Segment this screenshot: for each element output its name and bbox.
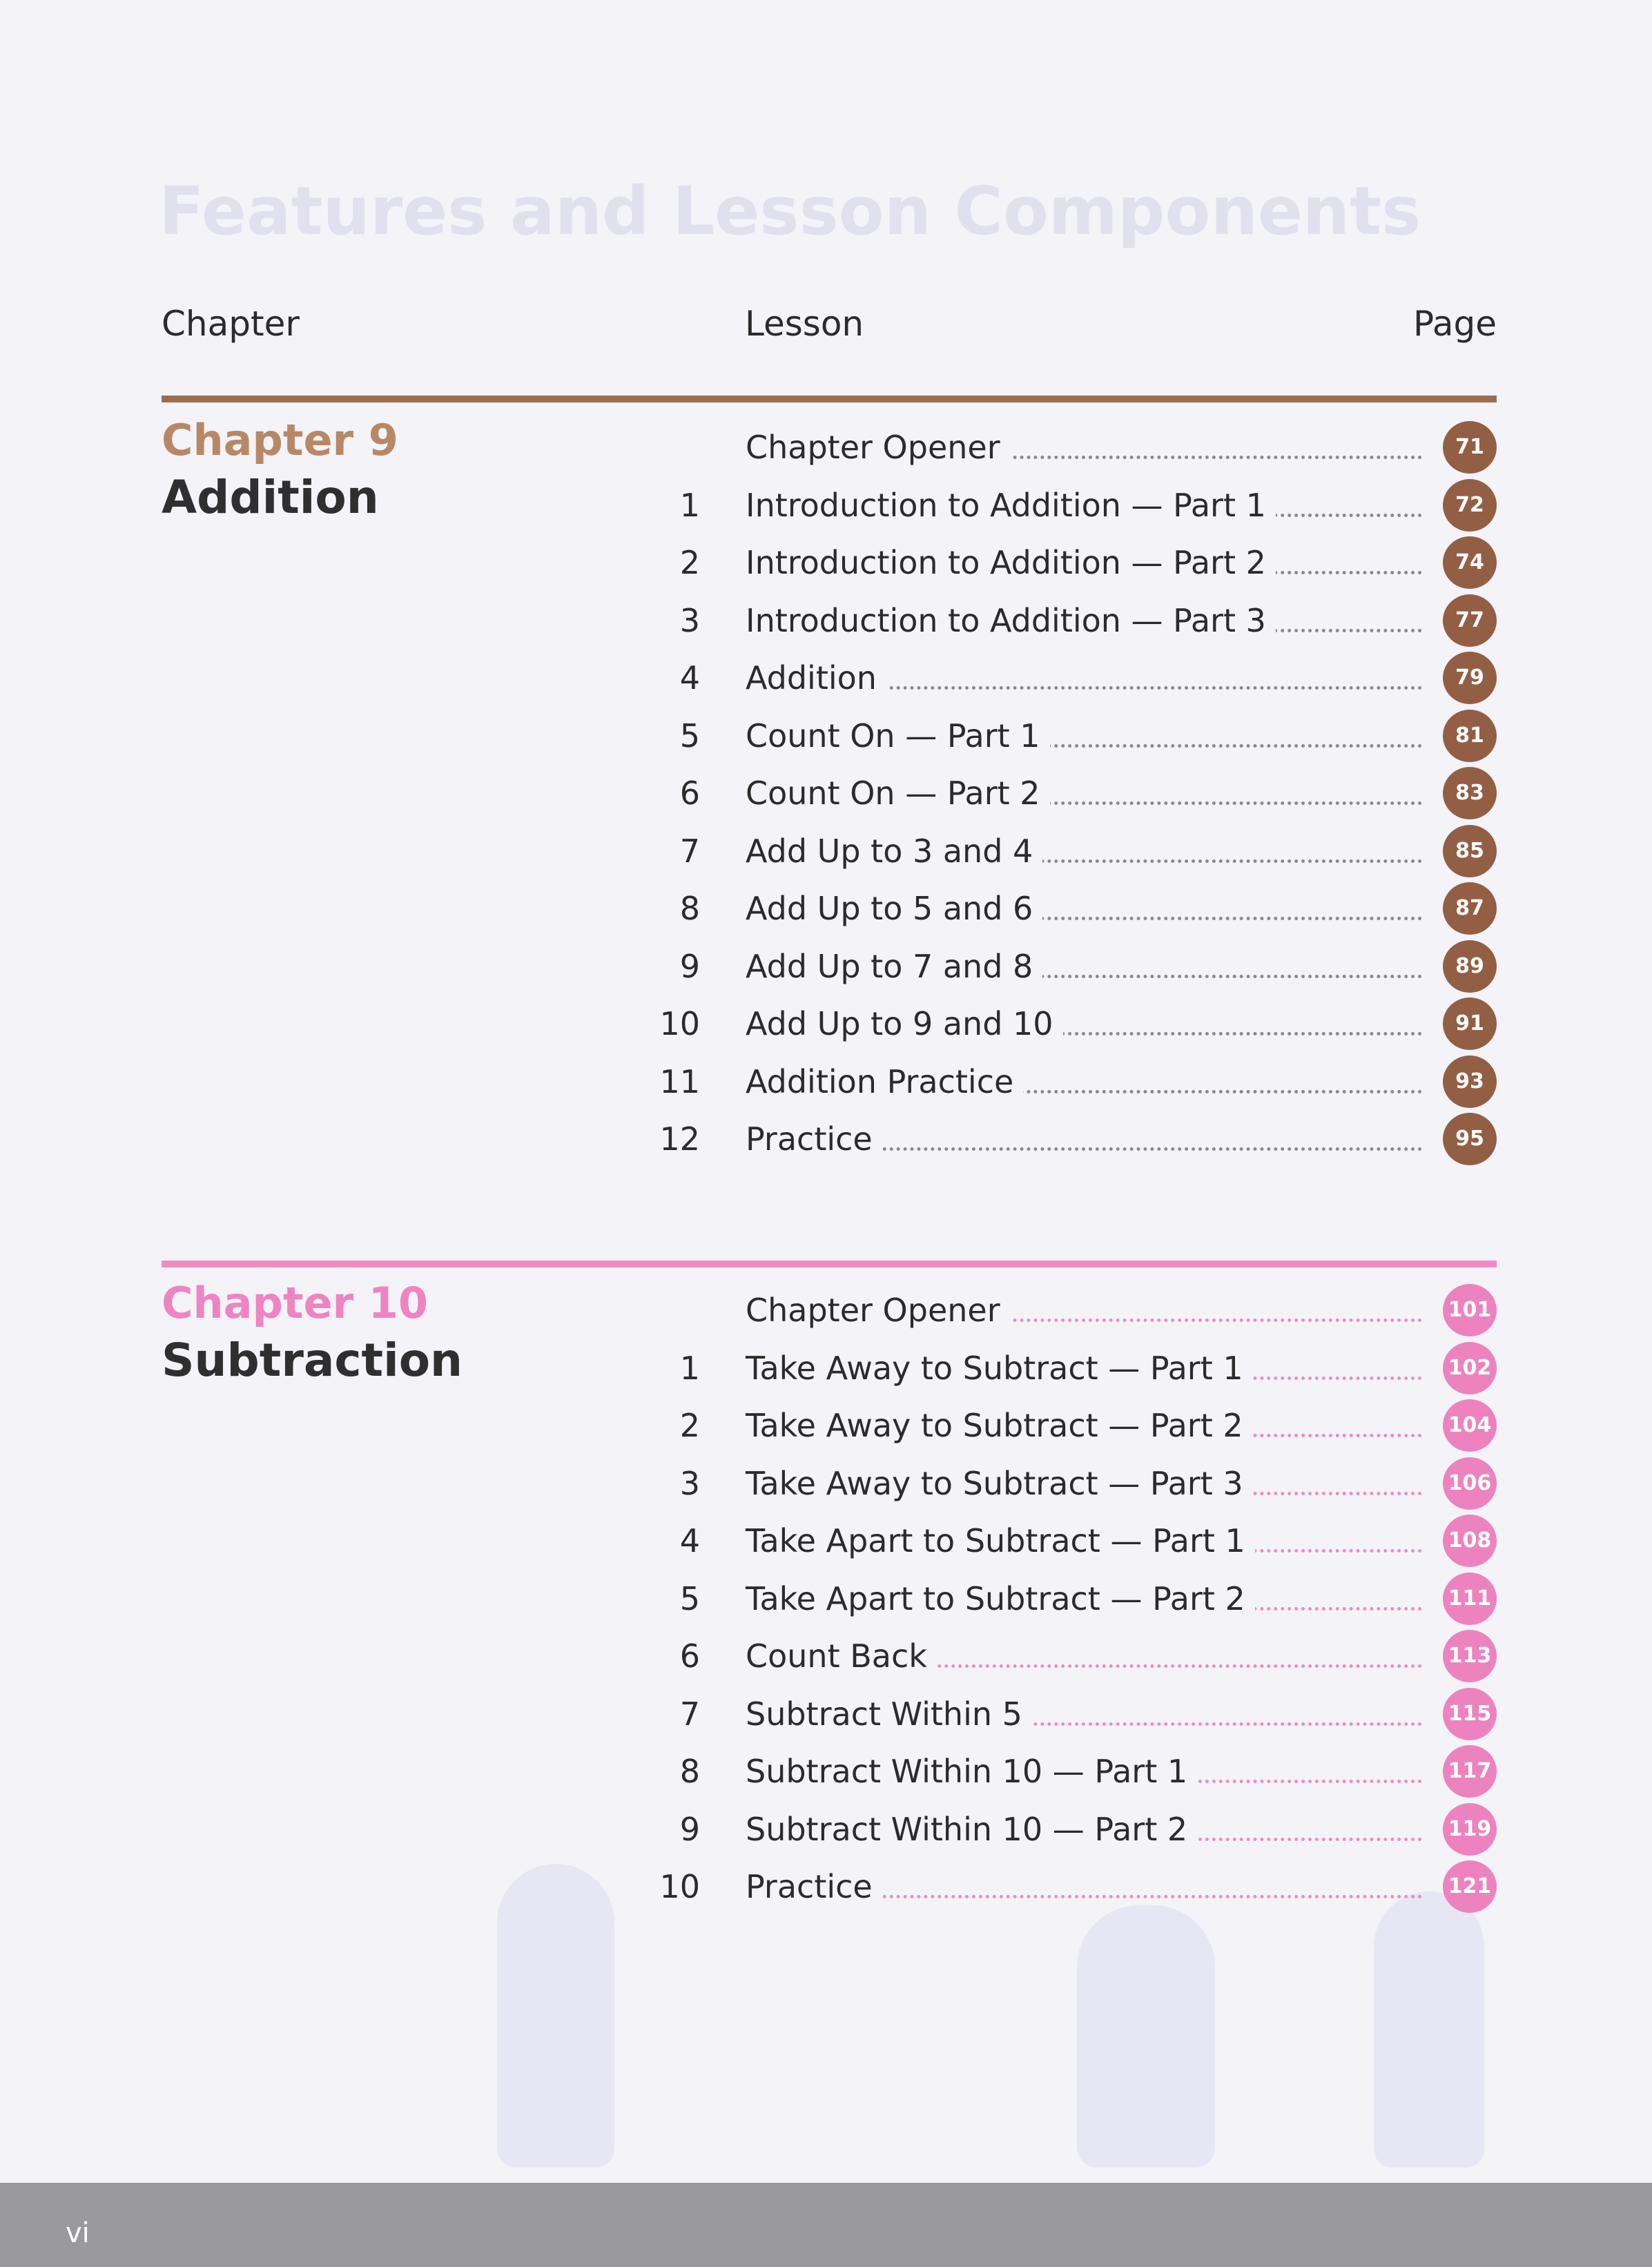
toc-entry[interactable] [656,1744,1497,1799]
lesson-title[interactable]: Addition [746,650,886,706]
toc-entry[interactable] [656,1802,1497,1857]
bleed-through-figure [1077,1905,1215,2168]
toc-entry[interactable] [656,1571,1497,1626]
page-number-badge[interactable]: 104 [1443,1399,1497,1452]
bleed-through-heading: Features and Lesson Components [159,173,1421,250]
toc-entry[interactable] [656,824,1497,879]
toc-entry[interactable] [656,1859,1497,1914]
lesson-number: 8 [679,890,700,927]
lesson-title[interactable]: Take Away to Subtract — Part 1 [746,1341,1253,1396]
page-number-badge[interactable]: 108 [1443,1515,1497,1567]
page-number-badge[interactable]: 91 [1443,998,1497,1050]
chapter-9-heading [162,413,398,527]
toc-entry[interactable] [656,535,1497,590]
lesson-number: 3 [679,1464,700,1502]
lesson-number: 9 [679,947,700,985]
page-number: vi [66,2217,90,2249]
lesson-title[interactable]: Take Away to Subtract — Part 3 [746,1456,1253,1511]
page-number-badge[interactable]: 106 [1443,1457,1497,1510]
toc-entry[interactable] [656,766,1497,821]
lesson-number: 1 [679,1349,700,1387]
page-number-badge[interactable]: 121 [1443,1860,1497,1913]
toc-entry[interactable] [656,420,1497,475]
page-number-badge[interactable]: 79 [1443,652,1497,704]
lesson-number: 8 [679,1753,700,1790]
chapter-column-header: Chapter [162,304,300,344]
page-number-badge[interactable]: 83 [1443,767,1497,819]
chapter-number: Chapter 9 [162,415,398,465]
lesson-number: 2 [679,1407,700,1444]
lesson-number: 5 [679,1579,700,1617]
lesson-title[interactable]: Take Apart to Subtract — Part 1 [746,1513,1255,1568]
lesson-number: 5 [679,717,700,755]
bleed-through-figure [497,1864,614,2168]
page-number-badge[interactable]: 101 [1443,1284,1497,1336]
toc-entry[interactable] [656,708,1497,763]
toc-entry[interactable] [656,1054,1497,1109]
lesson-title[interactable]: Add Up to 9 and 10 [746,996,1063,1051]
chapter-10-heading [162,1276,463,1390]
toc-entry[interactable] [656,478,1497,533]
lesson-title[interactable]: Introduction to Addition — Part 1 [746,478,1276,533]
lesson-title[interactable]: Subtract Within 10 — Part 2 [746,1802,1197,1857]
lesson-title[interactable]: Chapter Opener [746,420,1010,475]
lesson-number: 2 [679,544,700,581]
page-number-badge[interactable]: 95 [1443,1113,1497,1165]
lesson-number: 10 [659,1005,700,1042]
bleed-through-figure [1374,1891,1484,2168]
lesson-column-header: Lesson [745,304,864,344]
lesson-title[interactable]: Addition Practice [746,1054,1023,1109]
lesson-number: 7 [679,1695,700,1733]
lesson-title[interactable]: Count On — Part 2 [746,766,1050,821]
toc-entry[interactable] [656,939,1497,994]
page-number-badge[interactable]: 111 [1443,1573,1497,1625]
lesson-title[interactable]: Subtract Within 10 — Part 1 [746,1744,1197,1799]
lesson-title[interactable]: Introduction to Addition — Part 3 [746,593,1276,648]
chapter-10-divider [162,1261,1497,1267]
toc-entry[interactable] [656,650,1497,706]
page-number-badge[interactable]: 81 [1443,710,1497,762]
lesson-title[interactable]: Take Away to Subtract — Part 2 [746,1398,1253,1453]
lesson-number: 11 [659,1062,700,1100]
toc-entry[interactable] [656,1111,1497,1167]
toc-entry[interactable] [656,1628,1497,1684]
toc-entry[interactable] [656,1341,1497,1396]
lesson-number: 10 [659,1868,700,1905]
page-number-badge[interactable]: 72 [1443,479,1497,532]
toc-entry[interactable] [656,1456,1497,1511]
chapter-title: Subtraction [162,1334,463,1387]
toc-entry[interactable] [656,1398,1497,1453]
lesson-number: 9 [679,1810,700,1848]
page-number-badge[interactable]: 71 [1443,421,1497,474]
lesson-number: 6 [679,775,700,812]
lesson-number: 6 [679,1637,700,1675]
lesson-number: 12 [659,1120,700,1158]
lesson-title[interactable]: Count On — Part 1 [746,708,1050,763]
lesson-number: 4 [679,659,700,697]
page-number-badge[interactable]: 87 [1443,882,1497,935]
page-number-badge[interactable]: 117 [1443,1745,1497,1798]
lesson-title[interactable]: Subtract Within 5 [746,1686,1032,1742]
page-footer [0,2183,1652,2267]
lesson-title[interactable]: Count Back [746,1628,937,1684]
lesson-title[interactable]: Add Up to 3 and 4 [746,824,1042,879]
toc-entry[interactable] [656,593,1497,648]
page-number-badge[interactable]: 119 [1443,1803,1497,1856]
lesson-title[interactable]: Add Up to 5 and 6 [746,881,1042,936]
lesson-number: 3 [679,601,700,639]
page-number-badge[interactable]: 113 [1443,1630,1497,1682]
lesson-number: 1 [679,486,700,524]
page-column-header: Page [1412,304,1497,344]
toc-entry[interactable] [656,1686,1497,1742]
toc-entry[interactable] [656,996,1497,1051]
page-number-badge[interactable]: 102 [1443,1342,1497,1394]
page-number-badge[interactable]: 115 [1443,1688,1497,1740]
toc-header [162,304,1497,352]
toc-entry[interactable] [656,1283,1497,1338]
page-number-badge[interactable]: 77 [1443,594,1497,647]
chapter-title: Addition [162,471,379,524]
page-number-badge[interactable]: 85 [1443,825,1497,877]
lesson-title[interactable]: Take Apart to Subtract — Part 2 [746,1571,1255,1626]
toc-entry[interactable] [656,1513,1497,1568]
page-number-badge[interactable]: 89 [1443,940,1497,993]
chapter-number: Chapter 10 [162,1278,428,1328]
lesson-title[interactable]: Chapter Opener [746,1283,1010,1338]
lesson-title[interactable]: Practice [746,1111,882,1167]
chapter-9-divider [162,396,1497,402]
toc-entry[interactable] [656,881,1497,936]
page-number-badge[interactable]: 93 [1443,1055,1497,1108]
lesson-title[interactable]: Practice [746,1859,882,1914]
page-number-badge[interactable]: 74 [1443,536,1497,589]
lesson-title[interactable]: Introduction to Addition — Part 2 [746,535,1276,590]
lesson-number: 7 [679,832,700,870]
lesson-number: 4 [679,1522,700,1559]
lesson-title[interactable]: Add Up to 7 and 8 [746,939,1042,994]
